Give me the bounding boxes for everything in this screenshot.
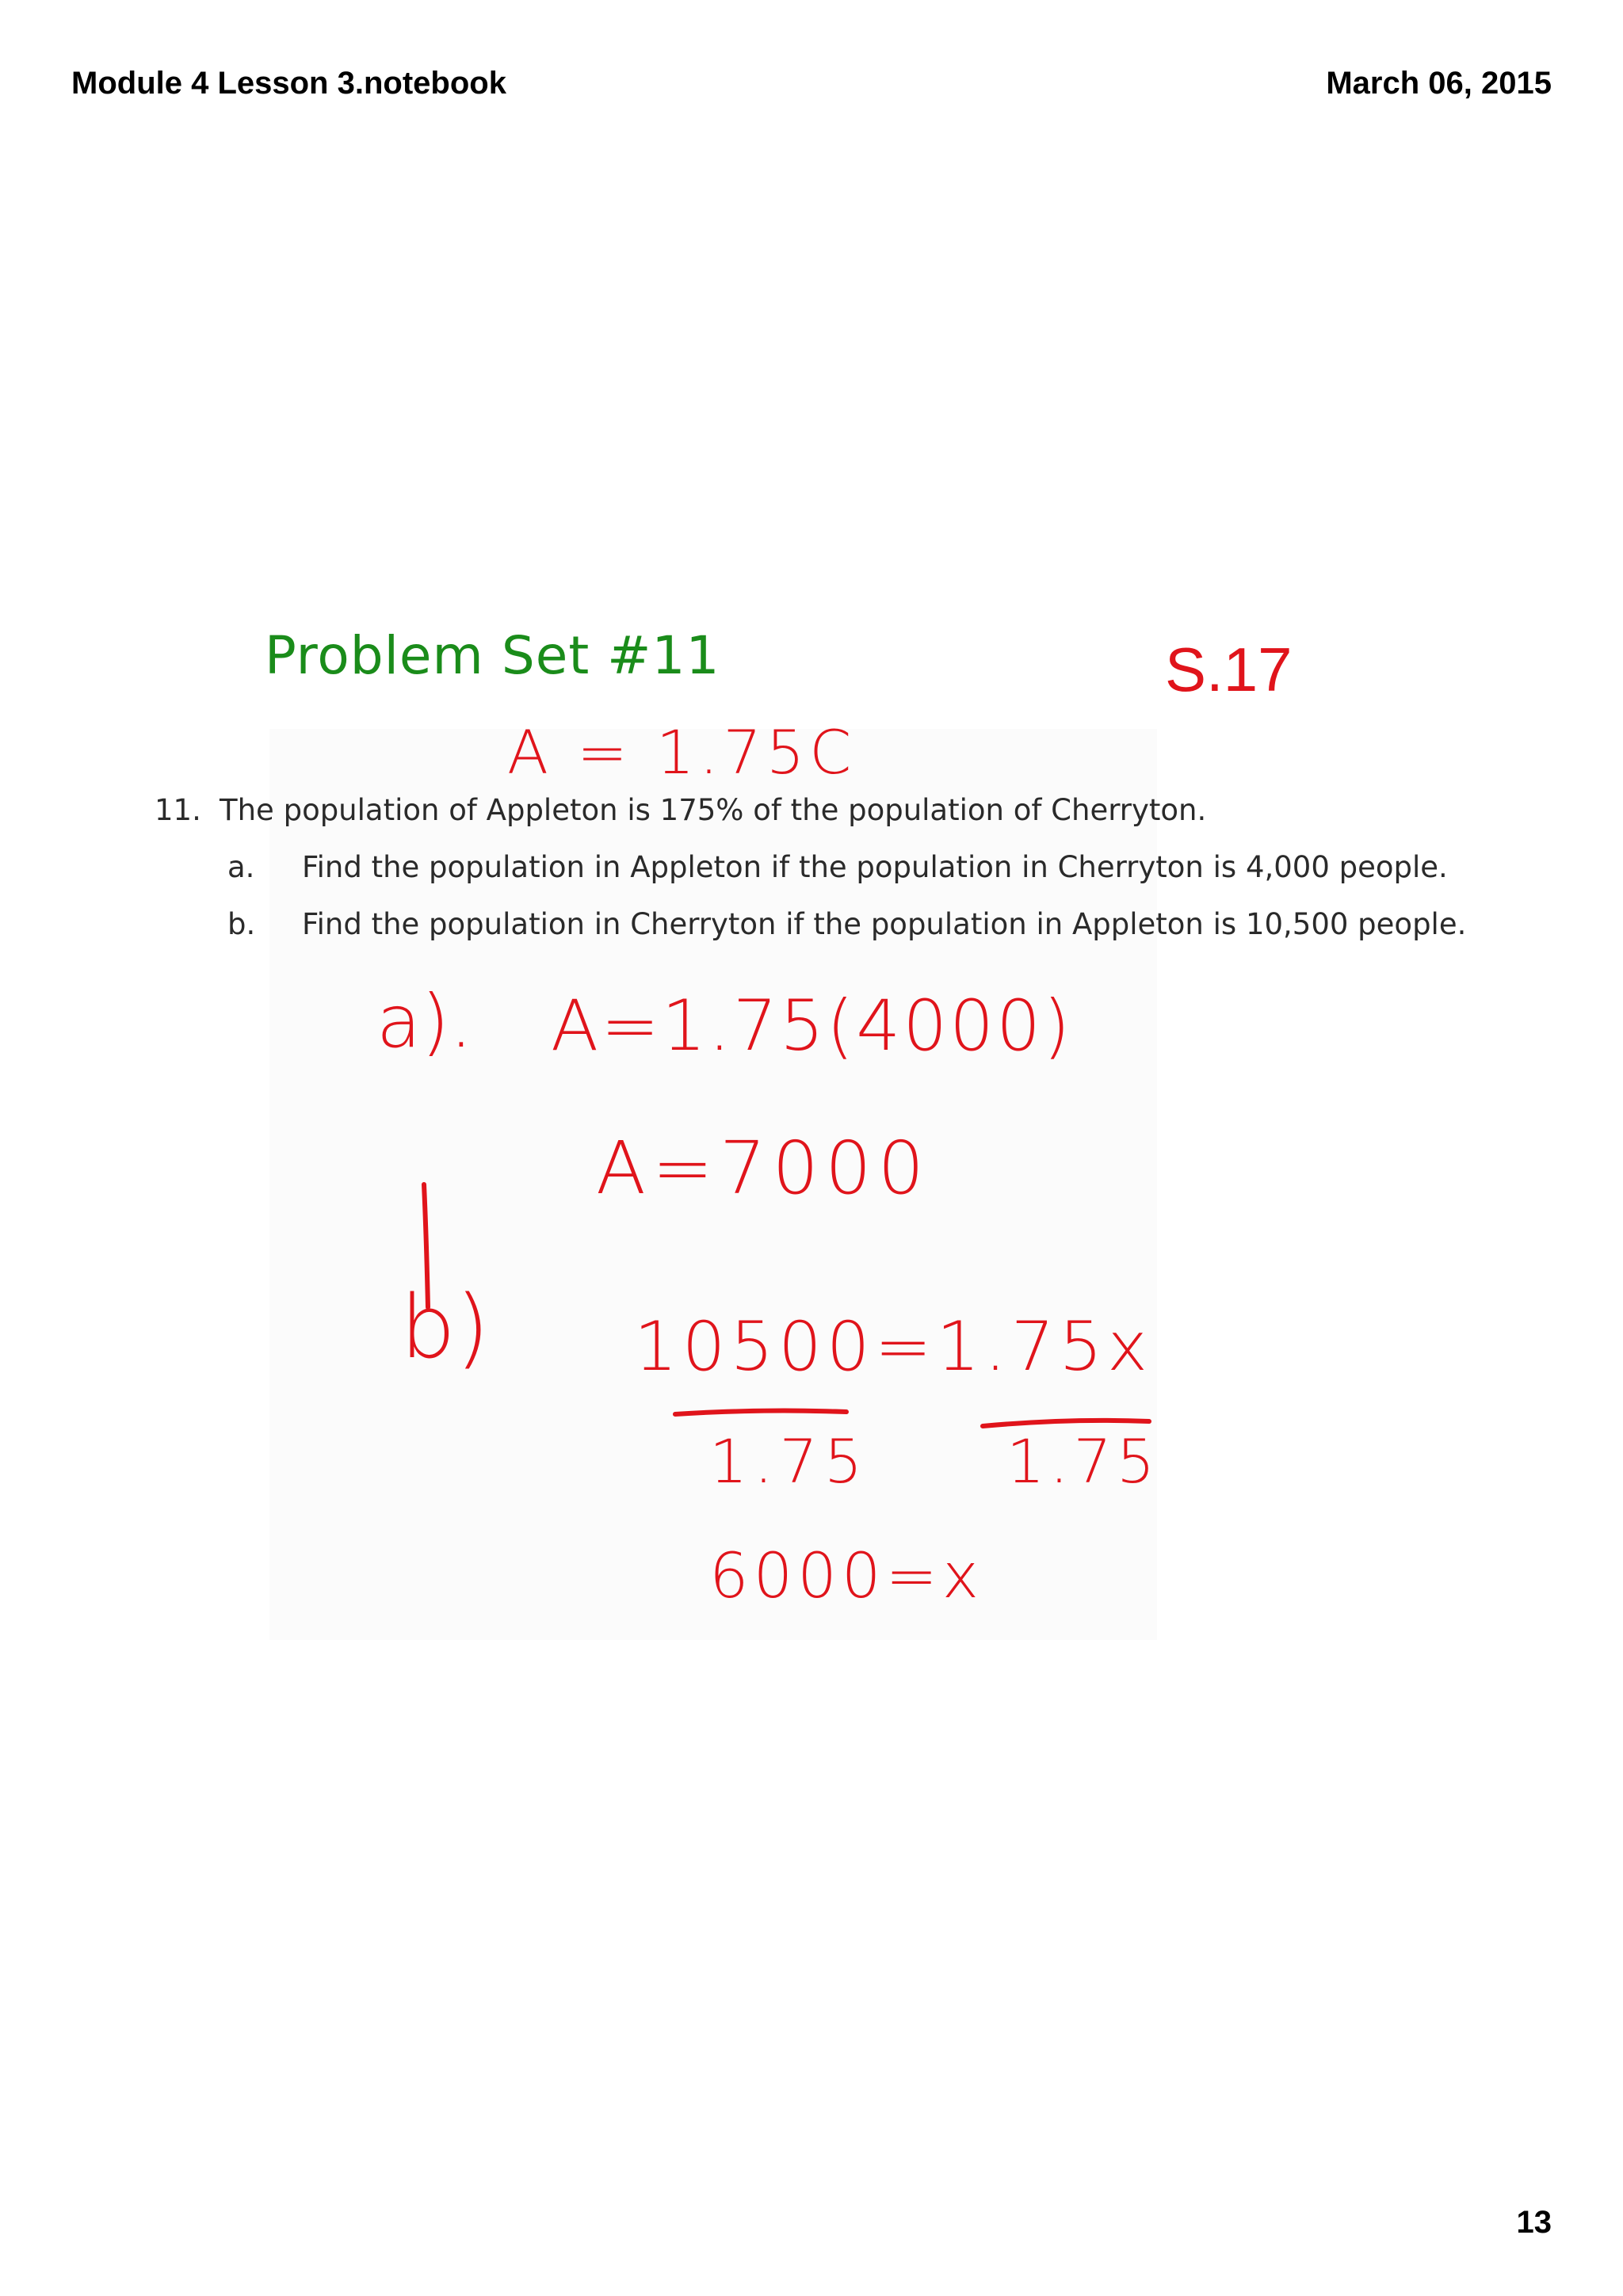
part-b-letter: b. — [227, 907, 256, 941]
part-b-text: Find the population in Cherryton if the population in Appleton is 10,500 people. — [302, 907, 1467, 941]
part-a-text: Find the population in Appleton if the population in Cherryton is 4,000 people. — [302, 850, 1448, 884]
problem-number: 11. — [155, 793, 201, 827]
part-a-letter: a. — [227, 850, 255, 884]
work-b-denominator-left: 1.75 — [709, 1426, 869, 1497]
work-b-denominator-right: 1.75 — [1006, 1426, 1160, 1497]
work-b-label: b) — [400, 1276, 490, 1378]
page-date: March 06, 2015 — [1326, 66, 1552, 101]
work-b-result: 6000=x — [709, 1541, 984, 1612]
reference-annotation: S.17 — [1165, 635, 1293, 704]
problem-statement: The population of Appleton is 175% of the population of Cherryton. — [220, 793, 1207, 827]
problem-set-annotation: Problem Set #11 — [265, 625, 720, 686]
work-b-line1: 10500=1.75x — [634, 1307, 1153, 1386]
page-header — [71, 63, 1552, 111]
work-a-label: a). — [376, 979, 473, 1064]
notebook-title: Module 4 Lesson 3.notebook — [71, 66, 506, 101]
equation-annotation: A = 1.75C — [507, 717, 857, 788]
work-a-line2: A=7000 — [596, 1126, 931, 1211]
work-a-line1: A=1.75(4000) — [551, 985, 1073, 1066]
page-number: 13 — [1516, 2205, 1552, 2240]
